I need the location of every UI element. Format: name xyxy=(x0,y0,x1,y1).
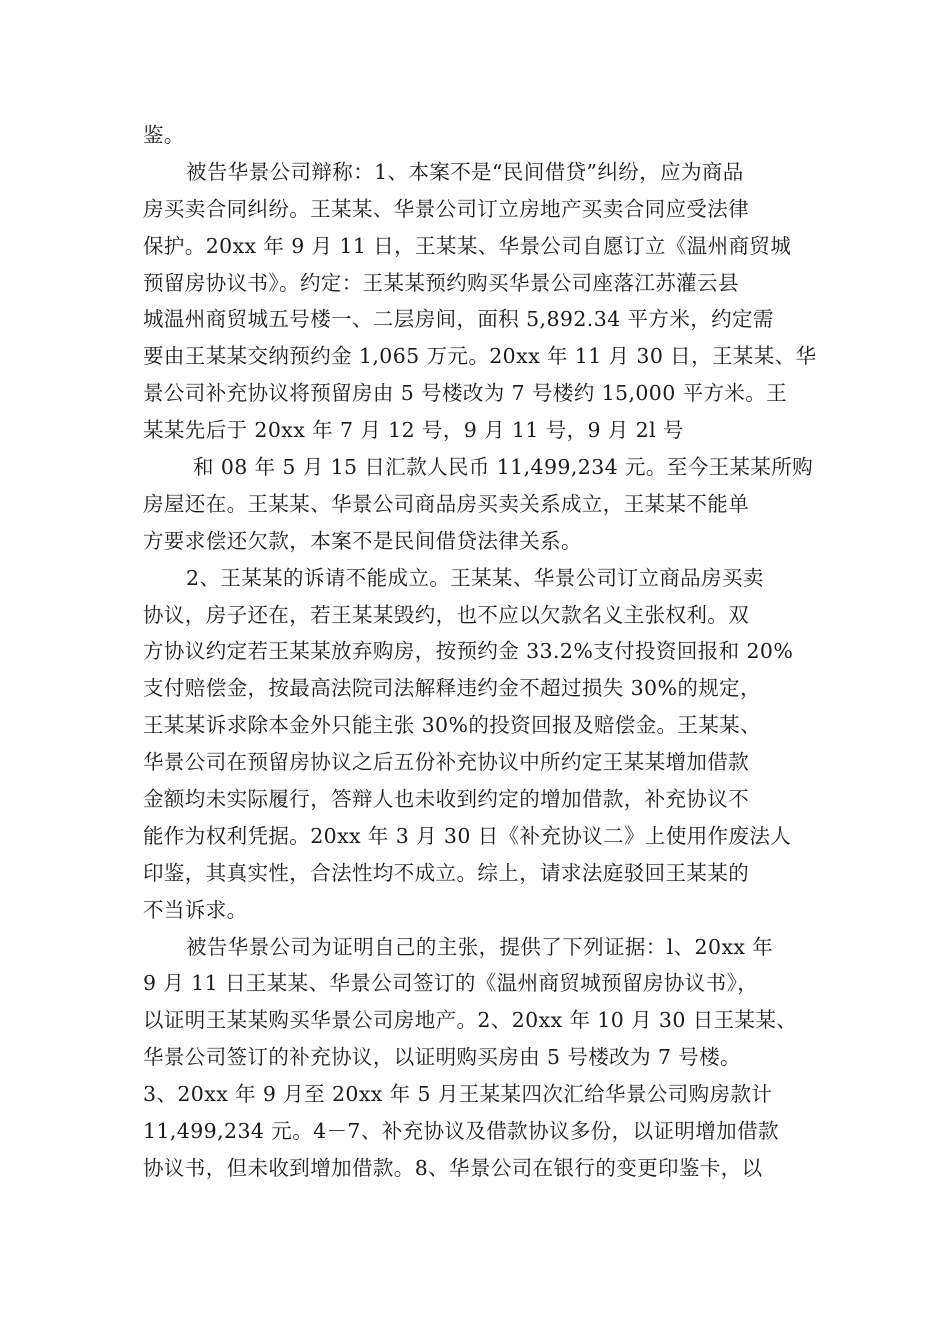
text-line: 不当诉求。 xyxy=(143,897,248,922)
text-line: 方协议约定若王某某放弃购房，按预约金 33.2%支付投资回报和 20% xyxy=(143,639,794,664)
text-line: 印鉴，其真实性，合法性均不成立。综上，请求法庭驳回王某某的 xyxy=(143,860,750,885)
text-line: 金额均未实际履行，答辩人也未收到约定的增加借款，补充协议不 xyxy=(143,787,750,812)
text-line: 某某先后于 20xx 年 7 月 12 号，9 月 11 号，9 月 2l 号 xyxy=(143,418,684,443)
text-line: 华景公司签订的补充协议，以证明购买房由 5 号楼改为 7 号楼。 xyxy=(143,1045,741,1070)
text-line: 景公司补充协议将预留房由 5 号楼改为 7 号楼约 15,000 平方米。王 xyxy=(143,381,788,406)
text-line: 协议，房子还在，若王某某毁约，也不应以欠款名义主张权利。双 xyxy=(143,602,750,627)
text-line: 房买卖合同纠纷。王某某、华景公司订立房地产买卖合同应受法律 xyxy=(143,196,750,221)
text-line: 要由王某某交纳预约金 1,065 万元。20xx 年 11 月 30 日，王某某、华 xyxy=(143,344,817,369)
paragraph-start-line: 被告华景公司为证明自己的主张，提供了下列证据：l、20xx 年 xyxy=(186,934,774,959)
text-line: 房屋还在。王某某、华景公司商品房买卖关系成立，王某某不能单 xyxy=(143,491,750,516)
text-line: 王某某诉求除本金外只能主张 30%的投资回报及赔偿金。王某某、 xyxy=(143,713,761,738)
text-line: 11,499,234 元。4－7、补充协议及借款协议多份，以证明增加借款 xyxy=(143,1119,779,1144)
text-line: 方要求偿还欠款，本案不是民间借贷法律关系。 xyxy=(143,528,582,553)
text-line: 支付赔偿金，按最高法院司法解释违约金不超过损失 30%的规定， xyxy=(143,676,761,701)
text-line: 以证明王某某购买华景公司房地产。2、20xx 年 10 月 30 日王某某、 xyxy=(143,1008,798,1033)
text-line: 9 月 11 日王某某、华景公司签订的《温州商贸城预留房协议书》， xyxy=(143,971,759,996)
text-line: 城温州商贸城五号楼一、二层房间，面积 5,892.34 平方米，约定需 xyxy=(143,307,774,332)
text-line: 预留房协议书》。约定：王某某预约购买华景公司座落江苏灌云县 xyxy=(143,270,739,295)
text-line: 能作为权利凭据。20xx 年 3 月 30 日《补充协议二》上使用作废法人 xyxy=(143,823,792,848)
text-line: 华景公司在预留房协议之后五份补充协议中所约定王某某增加借款 xyxy=(143,750,750,775)
document-body xyxy=(143,117,823,1187)
text-line: 鉴。 xyxy=(143,123,185,147)
paragraph-start-line: 和 08 年 5 月 15 日汇款人民币 11,499,234 元。至今王某某所购 xyxy=(193,455,814,480)
text-line: 协议书，但未收到增加借款。8、华景公司在银行的变更印鉴卡，以 xyxy=(143,1155,763,1180)
paragraph-start-line: 被告华景公司辩称：1、本案不是“民间借贷”纠纷，应为商品 xyxy=(186,159,744,184)
paragraph-start-line: 2、王某某的诉请不能成立。王某某、华景公司订立商品房买卖 xyxy=(186,565,764,590)
text-line: 保护。20xx 年 9 月 11 日，王某某、华景公司自愿订立《温州商贸城 xyxy=(143,233,792,258)
text-line: 3、20xx 年 9 月至 20xx 年 5 月王某某四次汇给华景公司购房款计 xyxy=(143,1082,773,1107)
